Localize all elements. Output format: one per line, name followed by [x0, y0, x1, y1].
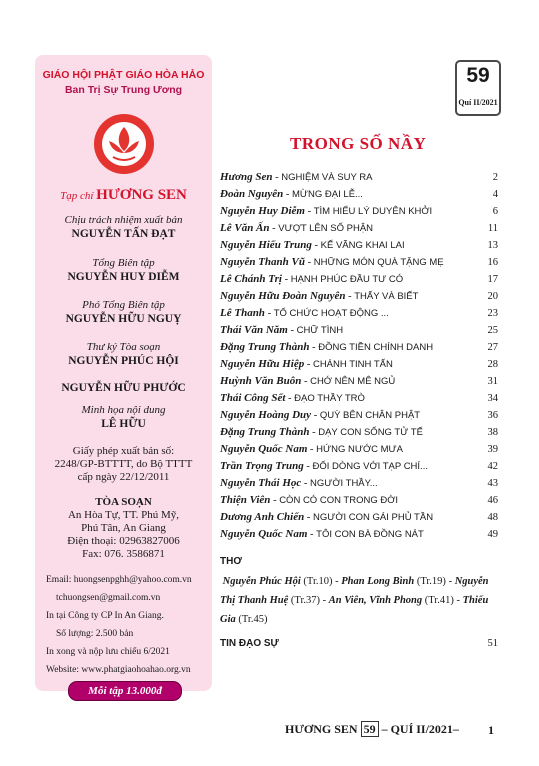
toc-page: 31 [487, 376, 498, 387]
toc-page: 27 [487, 342, 498, 353]
poet-name: Nguyễn Thị Thanh Huệ [220, 576, 489, 606]
toc-entry: Đặng Trung Thành - ĐỒNG TIỀN CHÍNH DANH 27 [220, 339, 498, 356]
office-line: An Hòa Tự, TT. Phú Mỹ, [67, 509, 180, 521]
email-line: tchuongsen@gmail.com.vn [56, 593, 161, 603]
toc-entry: Nguyễn Thanh Vũ - NHỮNG MÓN QUÀ TẶNG MẸ 16 [220, 254, 498, 271]
toc-author: Hương Sen [220, 171, 273, 183]
toc-author: Thái Công Sết [220, 392, 286, 404]
news-label: TIN ĐẠO SỰ [220, 638, 279, 649]
license-info [35, 445, 212, 484]
toc-title: HỨNG NƯỚC MƯA [316, 444, 403, 455]
toc-title: ĐỔI DÒNG VỚI TẠP CHÍ... [312, 461, 428, 472]
toc-page: 11 [487, 223, 498, 234]
toc-page: 23 [487, 308, 498, 319]
staff-name: LÊ HỮU [101, 418, 146, 430]
toc-page: 6 [492, 206, 498, 217]
toc-title: MỪNG ĐẠI LỄ... [292, 189, 363, 200]
toc-author: Thiện Viên [220, 494, 271, 506]
toc-title: NGHIỆM VÀ SUY RA [281, 172, 373, 183]
toc-author: Nguyễn Hữu Hiệp [220, 358, 305, 370]
office-line: Điện thoại: 02963827006 [67, 535, 180, 547]
toc-title: HẠNH PHÚC ĐẦU TƯ CÓ [290, 274, 404, 285]
toc-entry: Thái Công Sết - ĐẠO THẦY TRÒ 34 [220, 390, 498, 407]
staff-4 [35, 340, 212, 368]
toc-title: QUỲ BÊN CHÂN PHẬT [319, 410, 421, 421]
toc-entry: Nguyễn Quốc Nam - HỨNG NƯỚC MƯA 39 [220, 441, 498, 458]
poets-list: Nguyễn Phúc Hội (Tr.10) - Phan Long Bình (Tr.19) - Nguyễn Thị Thanh Huệ (Tr.37) - An Viên, Vĩnh Phong (Tr.41) - Thiếu Gia (Tr.45) [220, 576, 489, 625]
toc-page: 48 [487, 512, 498, 523]
toc-page: 20 [487, 291, 498, 302]
toc-author: Nguyễn Quốc Nam [220, 443, 308, 455]
toc-title: DẠY CON SỐNG TỬ TẾ [318, 427, 423, 438]
staff-role: Thư ký Tòa soạn [86, 341, 161, 353]
poet-ref: (Tr.45) [238, 614, 268, 625]
toc-author: Thái Văn Năm [220, 324, 288, 336]
toc-entry: Đặng Trung Thành - DẠY CON SỐNG TỬ TẾ 38 [220, 424, 498, 441]
org-name: GIÁO HỘI PHẬT GIÁO HÒA HẢO [42, 69, 205, 81]
poet-ref: (Tr.19) [416, 576, 446, 587]
toc-page: 38 [487, 427, 498, 438]
toc-author: Lê Chánh Trị [220, 273, 282, 285]
toc-entry: Hương Sen - NGHIỆM VÀ SUY RA 2 [220, 169, 498, 186]
toc-title: THẤY VÀ BIẾT [354, 291, 419, 302]
toc-page: 16 [487, 257, 498, 268]
toc-entry: Nguyễn Hoàng Duy - QUỲ BÊN CHÂN PHẬT 36 [220, 407, 498, 424]
magazine-name: HƯƠNG SEN [96, 187, 187, 203]
poetry-label: THƠ [220, 556, 242, 567]
poet-ref: (Tr.10) [303, 576, 333, 587]
staff-5 [35, 381, 212, 395]
office-info [35, 496, 212, 561]
footer-magazine: HƯƠNG SEN [285, 722, 358, 736]
org-subtitle: Ban Trị Sự Trung Ương [64, 84, 183, 96]
toc-page: 36 [487, 410, 498, 421]
toc-entry: Nguyễn Hữu Hiệp - CHÁNH TINH TẤN 28 [220, 356, 498, 373]
email-line: Email: huongsenpghh@yahoo.com.vn [46, 575, 192, 585]
toc-entry: Nguyễn Quốc Nam - TÔI CON BÀ ĐỒNG NÁT 49 [220, 526, 498, 543]
toc-title: CHÁNH TINH TẤN [312, 359, 393, 370]
toc-page: 25 [487, 325, 498, 336]
toc-entry: Nguyễn Hiếu Trung - KẾ VÃNG KHAI LAI 13 [220, 237, 498, 254]
toc-heading: TRONG SỐ NẦY [290, 134, 427, 153]
toc-page: 13 [487, 240, 498, 251]
toc-entry: Nguyễn Huy Diễm - TÌM HIỂU LÝ DUYÊN KHỞI 6 [220, 203, 498, 220]
print-line: In tại Công ty CP In An Giang. [46, 611, 164, 621]
print-line: In xong và nộp lưu chiểu 6/2021 [46, 647, 170, 657]
staff-6 [35, 403, 212, 431]
toc-page: 4 [492, 189, 498, 200]
toc-author: Nguyễn Hiếu Trung [220, 239, 312, 251]
toc-author: Nguyễn Thái Học [220, 477, 302, 489]
toc-entry: Dương Anh Chiến - NGƯỜI CON GÁI PHỦ TẦN 48 [220, 509, 498, 526]
office-line: Phú Tân, An Giang [81, 522, 166, 534]
staff-name: NGUYỄN HỮU NGUỴ [65, 313, 182, 325]
magazine-title [35, 188, 212, 203]
toc-page: 28 [487, 359, 498, 370]
toc-author: Nguyễn Hữu Đoàn Nguyên [220, 290, 346, 302]
toc-author: Nguyễn Quốc Nam [220, 528, 308, 540]
staff-3 [35, 298, 212, 326]
page-footer [285, 722, 459, 737]
office-label: TÒA SOẠN [95, 496, 152, 508]
price-badge: Mỗi tập 13.000đ [68, 681, 182, 701]
toc-title: CHỚ NÊN MÊ NGỦ [310, 376, 396, 387]
toc-title: TỔ CHỨC HOẠT ĐỘNG ... [273, 308, 389, 319]
toc-title: CÒN CÓ CON TRONG ĐỜI [279, 495, 398, 506]
staff-name: NGUYỄN HỮU PHƯỚC [61, 382, 186, 394]
toc-page: 39 [487, 444, 498, 455]
staff-role: Chịu trách nhiệm xuất bản [64, 214, 183, 226]
staff-name: NGUYỄN PHÚC HỘI [68, 355, 179, 367]
toc-title: NGƯỜI THẦY... [310, 478, 378, 489]
toc-entry: Thái Văn Năm - CHỮ TÌNH 25 [220, 322, 498, 339]
toc-title: TÌM HIỂU LÝ DUYÊN KHỞI [313, 206, 433, 217]
staff-name: NGUYỄN HUY DIỄM [67, 271, 180, 283]
toc-entry: Nguyễn Thái Học - NGƯỜI THẦY... 43 [220, 475, 498, 492]
staff-role: Minh họa nội dung [81, 404, 166, 416]
issue-number: 59 [466, 64, 490, 87]
toc-page: 2 [492, 172, 498, 183]
toc-author: Trần Trọng Trung [220, 460, 304, 472]
toc-entry: Nguyễn Hữu Đoàn Nguyên - THẤY VÀ BIẾT 20 [220, 288, 498, 305]
toc-author: Nguyễn Hoàng Duy [220, 409, 312, 421]
magazine-prefix: Tạp chí [60, 190, 94, 202]
issue-box [455, 60, 501, 116]
toc-page: 49 [487, 529, 498, 540]
toc-author: Lê Thanh [220, 307, 265, 319]
toc-page: 42 [487, 461, 498, 472]
toc-author: Lê Văn Ấn [220, 222, 270, 234]
toc-author: Nguyễn Thanh Vũ [220, 256, 305, 268]
toc-entry: Huỳnh Văn Buôn - CHỚ NÊN MÊ NGỦ 31 [220, 373, 498, 390]
issue-quarter: Quí II/2021 [458, 98, 498, 107]
staff-role: Phó Tổng Biên tập [82, 299, 165, 311]
toc-author: Đặng Trung Thành [220, 426, 310, 438]
staff-name: NGUYỄN TẤN ĐẠT [71, 228, 176, 240]
toc-title: CHỮ TÌNH [296, 325, 344, 336]
toc-title: KẾ VÃNG KHAI LAI [320, 240, 405, 251]
toc-title: VƯỢT LÊN SỐ PHẬN [278, 223, 374, 234]
toc-page: 17 [487, 274, 498, 285]
staff-2 [35, 256, 212, 284]
toc-author: Đặng Trung Thành [220, 341, 310, 353]
contact-info [46, 571, 211, 679]
toc-entry: Trần Trọng Trung - ĐỔI DÒNG VỚI TẠP CHÍ... 42 [220, 458, 498, 475]
lotus-logo-icon [93, 113, 155, 175]
poet-name: Nguyễn Phúc Hội [222, 576, 301, 587]
toc-entry: Đoàn Nguyên - MỪNG ĐẠI LỄ... 4 [220, 186, 498, 203]
license-line: Giấy phép xuất bản số: [72, 445, 175, 457]
license-line: cấp ngày 22/12/2011 [77, 471, 170, 483]
toc-author: Huỳnh Văn Buôn [220, 375, 302, 387]
toc-title: ĐẠO THẦY TRÒ [294, 393, 365, 404]
poet-ref: (Tr.41) [424, 595, 454, 606]
toc-author: Dương Anh Chiến [220, 511, 305, 523]
toc-entry: Lê Thanh - TỔ CHỨC HOẠT ĐỘNG ... 23 [220, 305, 498, 322]
print-line: Số lượng: 2.500 bản [56, 629, 134, 639]
toc-list [220, 169, 498, 543]
website-line: Website: www.phatgiaohoahao.org.vn [46, 665, 191, 675]
toc-title: NGƯỜI CON GÁI PHỦ TẦN [312, 512, 434, 523]
toc-author: Nguyễn Huy Diễm [220, 205, 305, 217]
news-page: 51 [487, 638, 498, 649]
toc-page: 46 [487, 495, 498, 506]
toc-entry: Lê Chánh Trị - HẠNH PHÚC ĐẦU TƯ CÓ 17 [220, 271, 498, 288]
toc-entry: Lê Văn Ấn - VƯỢT LÊN SỐ PHẬN 11 [220, 220, 498, 237]
toc-title: NHỮNG MÓN QUÀ TẶNG MẸ [313, 257, 444, 268]
poet-name: An Viên, Vĩnh Phong [328, 595, 423, 606]
toc-page: 34 [487, 393, 498, 404]
toc-author: Đoàn Nguyên [220, 188, 284, 200]
toc-entry: Thiện Viên - CÒN CÓ CON TRONG ĐỜI 46 [220, 492, 498, 509]
toc-title: ĐỒNG TIỀN CHÍNH DANH [318, 342, 434, 353]
page-number: 1 [488, 723, 494, 737]
staff-role: Tổng Biên tập [92, 257, 155, 269]
poet-name: Phan Long Bình [341, 576, 415, 587]
office-line: Fax: 076. 3586871 [82, 548, 165, 560]
license-line: 2248/GP-BTTTT, do Bộ TTTT [54, 458, 193, 470]
poet-ref: (Tr.37) [290, 595, 320, 606]
footer-issue: 59 [361, 721, 379, 737]
footer-quarter: – QUÍ II/2021– [381, 722, 459, 736]
staff-1 [35, 213, 212, 241]
toc-title: TÔI CON BÀ ĐỒNG NÁT [316, 529, 424, 540]
poet-name: Thiếu Gia [220, 595, 489, 625]
toc-page: 43 [487, 478, 498, 489]
